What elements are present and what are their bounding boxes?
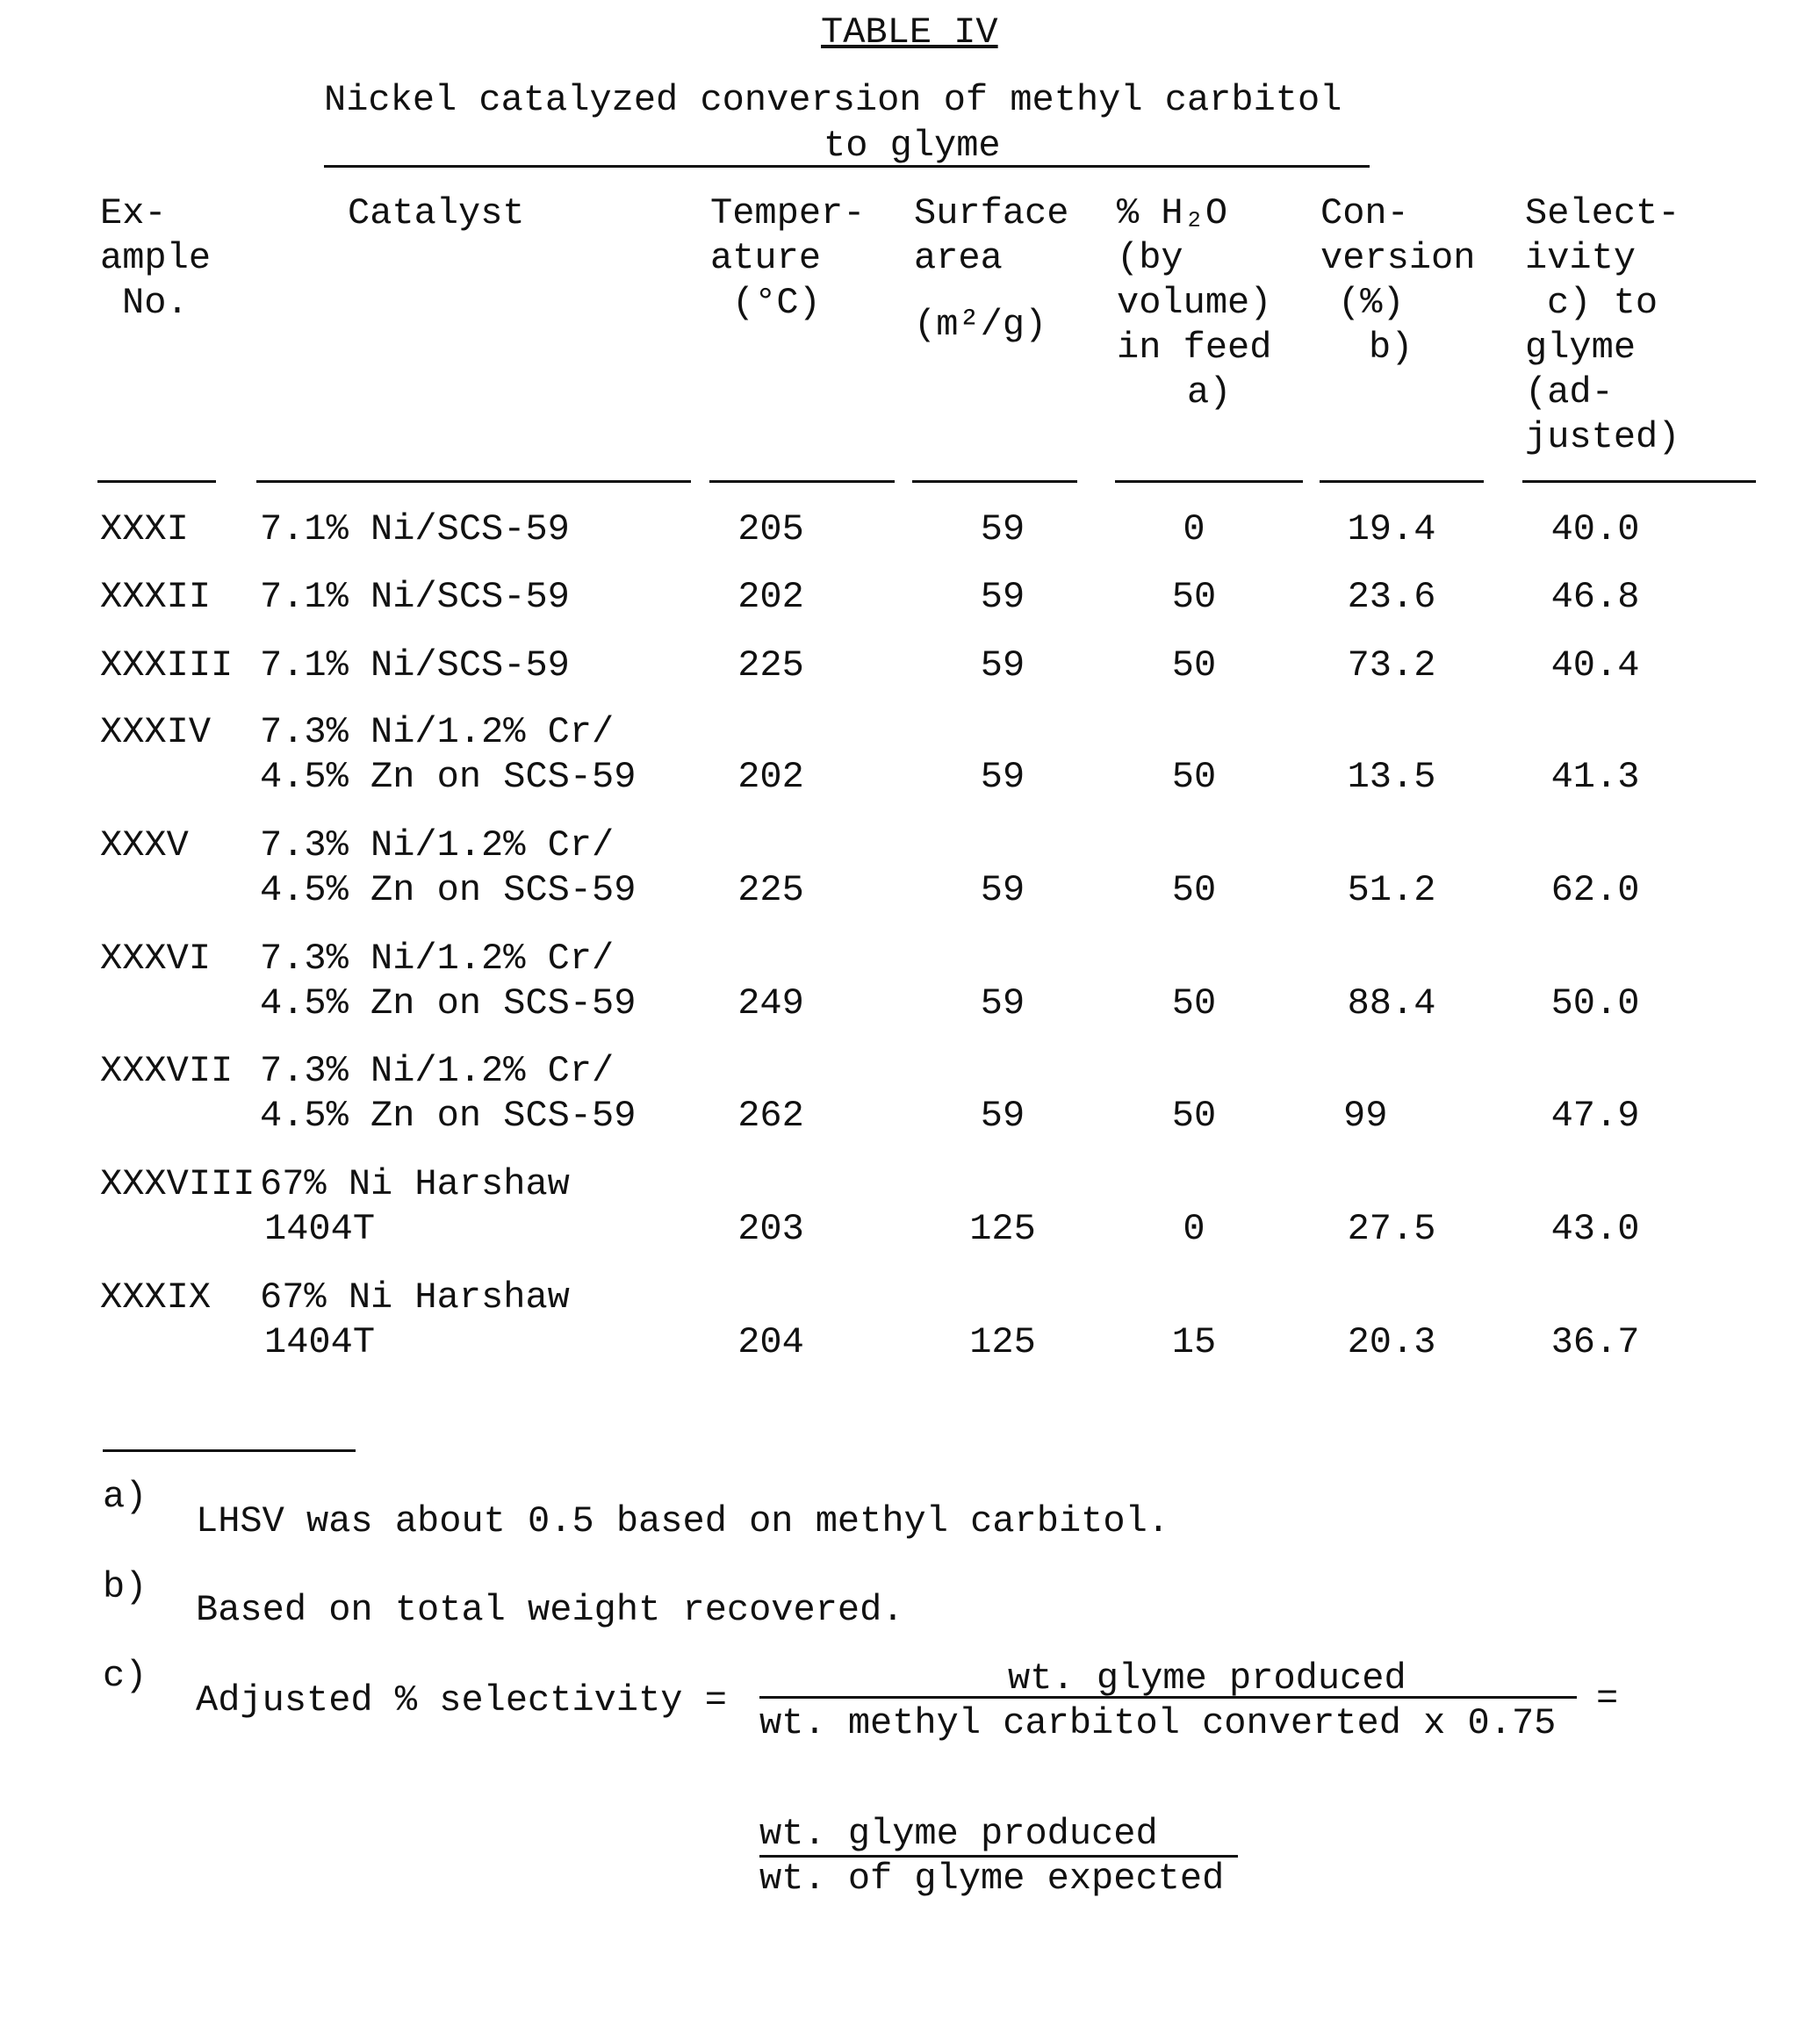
header-example-line: Ex- (100, 191, 167, 235)
header-rule (256, 480, 691, 483)
catalyst-cell: 7.3% Ni/1.2% Cr/ (260, 937, 614, 981)
catalyst-cell: 7.3% Ni/1.2% Cr/ (260, 823, 614, 867)
footnote-c-marker: c) (103, 1654, 147, 1698)
selectivity-cell: 40.0 (1547, 507, 1644, 551)
table-title: TABLE IV (821, 11, 998, 54)
header-selectivity-line: Select- (1525, 191, 1680, 235)
h2o-cell: 50 (1159, 643, 1229, 687)
fraction1-denominator: wt. methyl carbitol converted x 0.75 (759, 1701, 1556, 1745)
selectivity-cell: 62.0 (1547, 868, 1644, 912)
header-catalyst-line: Catalyst (348, 191, 525, 235)
surface-area-cell: 59 (963, 868, 1042, 912)
header-h2o-line: a) (1187, 370, 1231, 414)
example-number: XXXII (100, 575, 211, 619)
header-example-line: ample (100, 236, 211, 280)
selectivity-cell: 43.0 (1547, 1207, 1644, 1251)
selectivity-cell: 41.3 (1547, 755, 1644, 799)
selectivity-cell: 50.0 (1547, 981, 1644, 1025)
h2o-cell: 50 (1159, 1094, 1229, 1138)
header-temperature-line: (°C) (732, 281, 821, 325)
fraction2-denominator: wt. of glyme expected (759, 1857, 1224, 1901)
example-number: XXXVII (100, 1049, 233, 1093)
header-h2o-line: % H₂O (1117, 191, 1227, 235)
header-rule (1115, 480, 1303, 483)
catalyst-cell: 7.3% Ni/1.2% Cr/ (260, 1049, 614, 1093)
fraction1-bar (759, 1696, 1577, 1699)
header-conversion-line: (%) (1338, 281, 1405, 325)
example-number: XXXI (100, 507, 189, 551)
equals-sign: = (1596, 1677, 1618, 1721)
temperature-cell: 225 (736, 868, 806, 912)
header-temperature-line: ature (710, 236, 821, 280)
conversion-cell: 13.5 (1343, 755, 1440, 799)
conversion-cell: 19.4 (1343, 507, 1440, 551)
conversion-cell: 88.4 (1343, 981, 1440, 1025)
example-number: XXXVIII (100, 1162, 255, 1206)
header-surface-area-line: (m²/g) (914, 303, 1047, 347)
temperature-cell: 202 (736, 575, 806, 619)
footnote-b-text: Based on total weight recovered. (196, 1588, 904, 1632)
h2o-cell: 50 (1159, 755, 1229, 799)
surface-area-cell: 125 (963, 1320, 1042, 1364)
surface-area-cell: 59 (963, 575, 1042, 619)
temperature-cell: 203 (736, 1207, 806, 1251)
conversion-cell: 73.2 (1343, 643, 1440, 687)
h2o-cell: 0 (1159, 507, 1229, 551)
header-surface-area-line: area (914, 236, 1003, 280)
temperature-cell: 202 (736, 755, 806, 799)
catalyst-cell: 4.5% Zn on SCS-59 (260, 1094, 636, 1138)
catalyst-cell: 7.1% Ni/SCS-59 (260, 575, 570, 619)
header-rule (1320, 480, 1484, 483)
catalyst-cell: 67% Ni Harshaw (260, 1162, 570, 1206)
catalyst-cell: 7.1% Ni/SCS-59 (260, 507, 570, 551)
conversion-cell: 99 (1343, 1094, 1440, 1138)
selectivity-cell: 36.7 (1547, 1320, 1644, 1364)
header-rule (912, 480, 1077, 483)
catalyst-cell: 1404T (264, 1320, 375, 1364)
fraction1-numerator: wt. glyme produced (1008, 1657, 1406, 1700)
catalyst-cell: 4.5% Zn on SCS-59 (260, 868, 636, 912)
h2o-cell: 0 (1159, 1207, 1229, 1251)
header-rule (97, 480, 216, 483)
catalyst-cell: 67% Ni Harshaw (260, 1276, 570, 1319)
h2o-cell: 50 (1159, 575, 1229, 619)
header-temperature-line: Temper- (710, 191, 865, 235)
surface-area-cell: 59 (963, 755, 1042, 799)
header-selectivity-line: glyme (1525, 326, 1636, 370)
example-number: XXXIII (100, 643, 233, 687)
example-number: XXXIX (100, 1276, 211, 1319)
temperature-cell: 205 (736, 507, 806, 551)
header-h2o-line: in feed (1117, 326, 1271, 370)
conversion-cell: 51.2 (1343, 868, 1440, 912)
example-number: XXXIV (100, 710, 211, 754)
surface-area-cell: 59 (963, 507, 1042, 551)
selectivity-cell: 47.9 (1547, 1094, 1644, 1138)
table-subtitle-line2: to glyme (824, 124, 1001, 168)
conversion-cell: 20.3 (1343, 1320, 1440, 1364)
selectivity-cell: 40.4 (1547, 643, 1644, 687)
h2o-cell: 50 (1159, 868, 1229, 912)
temperature-cell: 204 (736, 1320, 806, 1364)
h2o-cell: 15 (1159, 1320, 1229, 1364)
catalyst-cell: 4.5% Zn on SCS-59 (260, 755, 636, 799)
header-rule (1522, 480, 1756, 483)
header-selectivity-line: (ad- (1525, 370, 1614, 414)
header-surface-area-line: Surface (914, 191, 1068, 235)
footnote-c-lhs: Adjusted % selectivity = (196, 1678, 727, 1722)
header-h2o-line: volume) (1117, 281, 1271, 325)
header-example-line: No. (122, 281, 189, 325)
conversion-cell: 23.6 (1343, 575, 1440, 619)
h2o-cell: 50 (1159, 981, 1229, 1025)
table-subtitle: Nickel catalyzed conversion of methyl carbitol (324, 78, 1342, 122)
header-selectivity-line: c) to (1547, 281, 1658, 325)
footnote-a-text: LHSV was about 0.5 based on methyl carbitol. (196, 1499, 1169, 1543)
temperature-cell: 225 (736, 643, 806, 687)
header-h2o-line: (by (1117, 236, 1183, 280)
temperature-cell: 262 (736, 1094, 806, 1138)
subtitle-underline (324, 165, 1370, 168)
catalyst-cell: 4.5% Zn on SCS-59 (260, 981, 636, 1025)
header-conversion-line: b) (1369, 326, 1413, 370)
example-number: XXXV (100, 823, 189, 867)
conversion-cell: 27.5 (1343, 1207, 1440, 1251)
catalyst-cell: 7.1% Ni/SCS-59 (260, 643, 570, 687)
footnote-divider (103, 1449, 356, 1452)
example-number: XXXVI (100, 937, 211, 981)
footnote-b-marker: b) (103, 1565, 147, 1609)
surface-area-cell: 59 (963, 1094, 1042, 1138)
header-selectivity-line: ivity (1525, 236, 1636, 280)
header-conversion-line: Con- (1320, 191, 1409, 235)
catalyst-cell: 1404T (264, 1207, 375, 1251)
surface-area-cell: 125 (963, 1207, 1042, 1251)
temperature-cell: 249 (736, 981, 806, 1025)
fraction2-numerator: wt. glyme produced (759, 1812, 1158, 1856)
header-rule (709, 480, 895, 483)
footnote-a-marker: a) (103, 1475, 147, 1519)
catalyst-cell: 7.3% Ni/1.2% Cr/ (260, 710, 614, 754)
header-selectivity-line: justed) (1525, 415, 1680, 459)
selectivity-cell: 46.8 (1547, 575, 1644, 619)
header-conversion-line: version (1320, 236, 1475, 280)
surface-area-cell: 59 (963, 643, 1042, 687)
surface-area-cell: 59 (963, 981, 1042, 1025)
